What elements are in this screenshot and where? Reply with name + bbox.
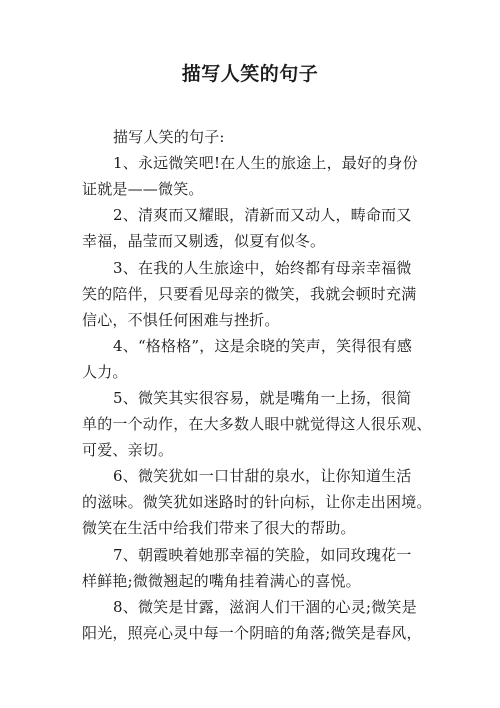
- paragraph-5-line-1: 5、微笑其实很容易，就是嘴角一上扬，很简: [113, 389, 412, 407]
- paragraph-4-line-1: 4、“格格格”，这是余晓的笑声，笑得很有感: [113, 337, 413, 355]
- paragraph-3-line-3: 信心，不惧任何困难与挫折。: [82, 311, 280, 329]
- paragraph-8-line-1: 8、微笑是甘露，滋润人们干涸的心灵;微笑是: [113, 598, 417, 616]
- paragraph-2-line-2: 幸福，晶莹而又剔透，似夏有似冬。: [82, 232, 326, 250]
- paragraph-5-line-3: 可爱、亲切。: [82, 441, 174, 459]
- paragraph-7-line-1: 7、朝霞映着她那幸福的笑脸，如同玫瑰花一: [113, 546, 412, 564]
- paragraph-8-line-2: 阳光，照亮心灵中每一个阴暗的角落;微笑是春风，: [82, 624, 422, 642]
- paragraph-3-line-2: 笑的陪伴，只要看见母亲的微笑，我就会顿时充满: [82, 285, 417, 303]
- paragraph-6-line-3: 微笑在生活中给我们带来了很大的帮助。: [82, 519, 356, 537]
- paragraph-1-line-2: 证就是——微笑。: [82, 180, 204, 198]
- paragraph-5-line-2: 单的一个动作，在大多数人眼中就觉得这人很乐观、: [82, 415, 432, 433]
- paragraph-4-line-2: 人力。: [82, 363, 128, 381]
- paragraph-7-line-2: 样鲜艳;微微翘起的嘴角挂着满心的喜悦。: [82, 572, 361, 590]
- document-title: 描写人笑的句子: [181, 63, 319, 85]
- paragraph-1-line-1: 1、永远微笑吧!在人生的旅途上，最好的身份: [113, 154, 418, 172]
- paragraph-2-line-1: 2、清爽而又耀眼，清新而又动人，畴命而又: [113, 206, 412, 224]
- paragraph-6-line-2: 的滋味。微笑犹如迷路时的针向标，让你走出困境。: [82, 493, 432, 511]
- intro-line: 描写人笑的句子:: [113, 128, 225, 146]
- paragraph-3-line-1: 3、在我的人生旅途中，始终都有母亲幸福微: [113, 259, 412, 277]
- paragraph-6-line-1: 6、微笑犹如一口甘甜的泉水，让你知道生活: [113, 467, 412, 485]
